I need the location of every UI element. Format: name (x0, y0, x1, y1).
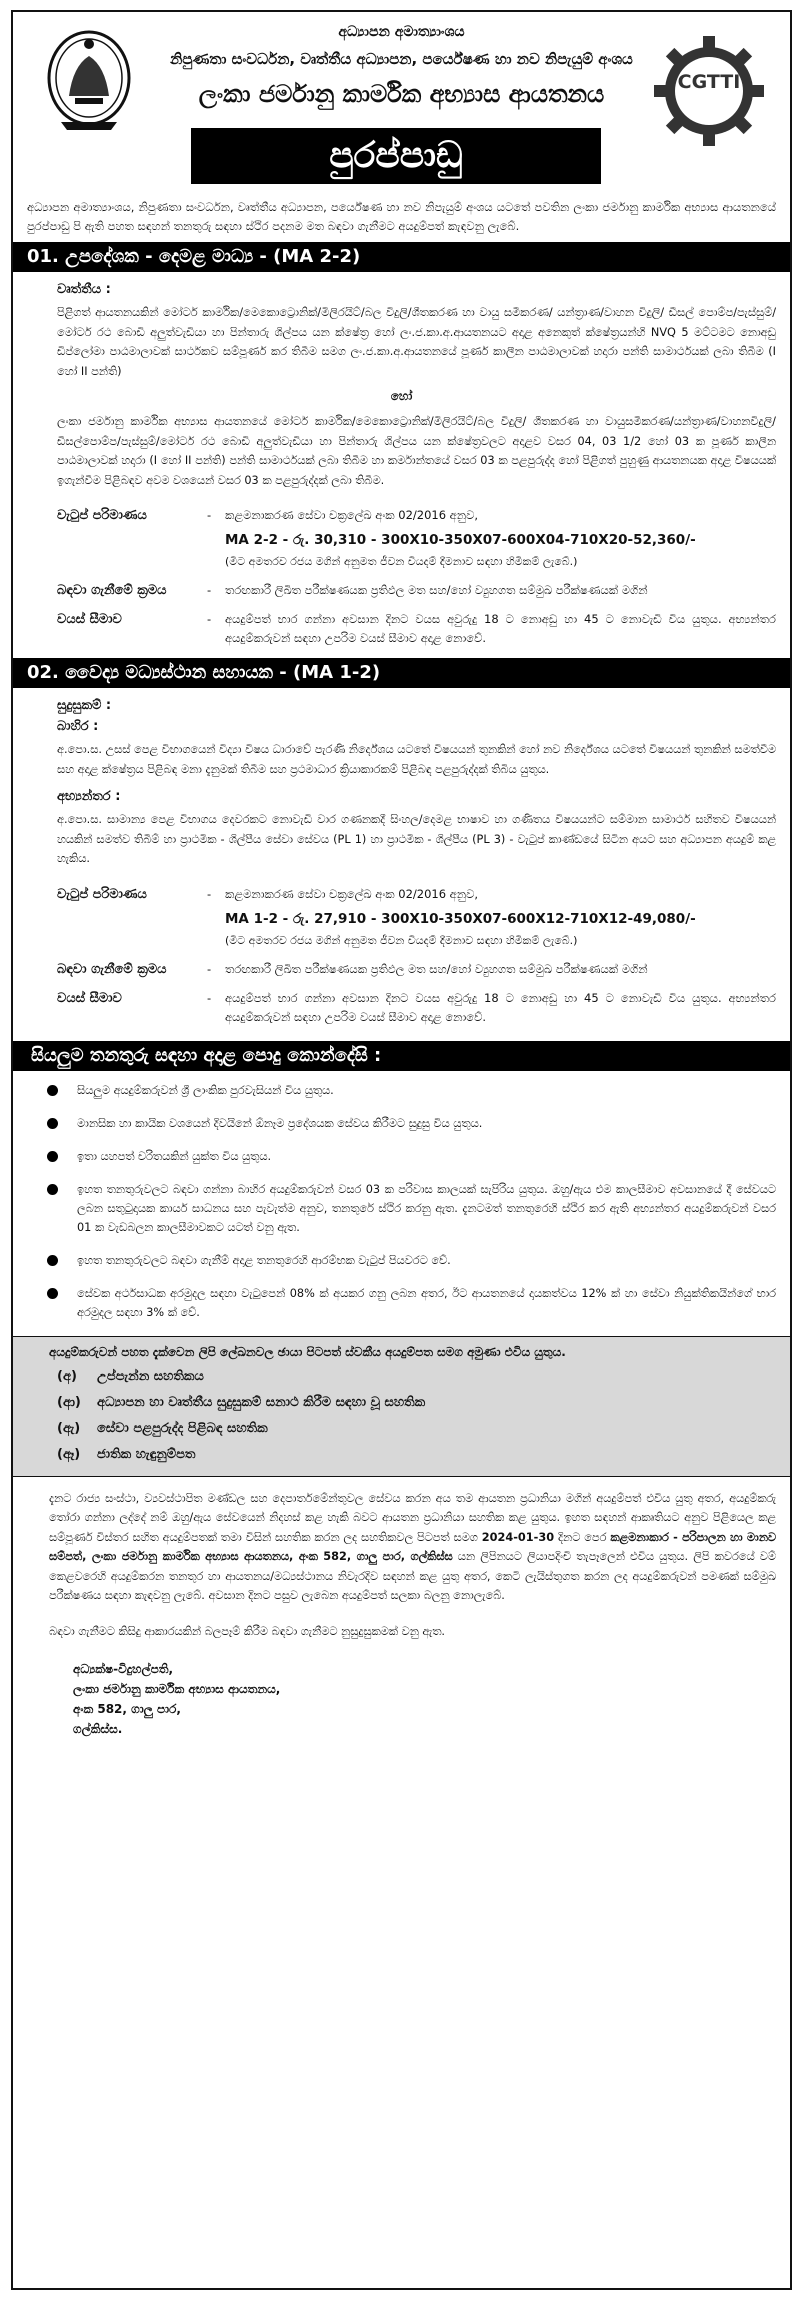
age-text: අයදුම්පත් භාර ගන්නා අවසාන දිනට වයස අවුරුදු 18 ට නොඅඩු හා 45 ට නොවැඩි විය යුතුය. අභ්‍යන්තර අයදුම්කරුවන් සඳහා උපරිම වයස් සීමාව අදාළ නොවේ. (225, 612, 776, 645)
recruit-text: තරඟකාරී ලිඛිත පරීක්ෂණයක ප්‍රතිඵල මත සහ/හෝ ව්‍යුහගත සම්මුඛ පරීක්ෂණයක් මගින් (225, 961, 648, 976)
documents-title: අයදුම්කරුවන් පහත දැක්වෙන ලිපි ලේඛනවල ඡායා පිටපත් ස්වකීය අයදුම්පත සමග අමුණා එවිය යුතුය. (49, 1344, 566, 1359)
header (13, 12, 790, 188)
postal-address: කළමනාකාර - පරිපාලන හා මානව සම්පත්, ලංකා ජර්මානු කාර්මික අභ්‍යාස ආයතනය, අංක 582, ගාලු පාර, ගල්කිස්ස (49, 1530, 776, 1563)
list-item: (අ) උප්පැන්න සහතිකය (57, 1368, 204, 1384)
post-1-age-row: වයස් සීමාව - අයදුම්පත් භාර ගන්නා අවසාන දිනට වයස අවුරුදු 18 ට නොඅඩු හා 45 ට නොවැඩි විය යුතුය. අභ්‍යන්තර අයදුම්කරුවන් සඳහා උපරිම වයස් සීමාව අදාළ නොවේ. (57, 610, 776, 648)
post-2-qual-heading: සුදුසුකම් : (57, 698, 112, 713)
age-label: වයස් සීමාව (57, 612, 122, 627)
recruit-text: තරඟකාරී ලිඛිත පරීක්ෂණයක ප්‍රතිඵල මත සහ/හෝ ව්‍යුහගත සම්මුඛ පරීක්ෂණයක් මගින් (225, 583, 648, 597)
bullet-icon (47, 1255, 58, 1266)
list-item: (ආ) අධ්‍යාපන හා වෘත්තීය සුදුසුකම් සනාථ කිරීම සඳහා වූ සහතික (57, 1394, 426, 1410)
application-instructions: දැනට රාජ්‍ය සංස්ථා, ව්‍යවස්ථාපිත මණ්ඩල සහ දෙපාර්තමේන්තුවල සේවය කරන අය තම ආයතන ප්‍රධානියා මගින් අයදුම්පත් එවිය යුතු අතර, අයදුම්කරු තෝරා ගන්නා ලද්දේ නම් ඔහු/ඇය සේවයෙන් නිදහස් කළ හැකි බවට ආයතන ප්‍රධානියා සහතික කළ යුතුය. ඉහත සඳහන් ආකෘතියට අනුව පිළියෙල කළ සම්පූර්ණ විස්තර සහිත අයදුම්පතක් තමා විසින් සහතික කරන ලද සහතිකවල පිටපත් සමග 2024-01-30 දිනට පෙර කළමනාකාර - පරිපාලන හා මානව සම්පත්, ලංකා ජර්මානු කාර්මික අභ්‍යාස ආයතනය, අංක 582, ගාලු පාර, ගල්කිස්ස යන ලිපිනයට ලියාපදිංචි තැපෑලෙන් එවිය යුතුය. ලිපි කවරයේ වම් කෙළවරෙහි අයදුම්කරන තනතුර හා ආයතනය/මධ්‍යස්ථානය නිවැරදිව සඳහන් කළ යුතු අතර, කෙටි ලැයිස්තුගත කරන ලද අයදුම්කරුවන් පමණක් සම්මුඛ පරීක්ෂණය සඳහා කැඳවනු ලැබේ. අවසාන දිනට පසුව ලැබෙන අයදුම්පත් සලකා බලනු නොලැබේ. (49, 1491, 776, 1602)
institute-name: ලංකා ජර්මානු කාර්මික අභ්‍යාස ආයතනය (198, 80, 605, 108)
required-documents-box (13, 1336, 790, 1477)
list-item: මානසික හා කායික වශයෙන් දිවයිනේ ඕනෑම ප්‍රදේශයක සේවය කිරීමට සුදුසු විය යුතුය. (73, 1114, 776, 1133)
cgtti-logo-icon (650, 32, 768, 150)
post-1-qual-para-1: පිළිගත් ආයතනයකින් මෝටර් කාර්මික/මෙකොට්‍රොනික්/මිලිරයිට්/බල විදුලි/ශීතකරණ හා වායු සමීකරණ/ යන්ත්‍රාණ/වාහන විදුලි/ ඩීසල් පොම්ප/පැස්සුම්/මෝටර් රථ බොඩි අලුත්වැඩියා හා පින්තාරු ශිල්පය යන ක්ෂේත්‍ර හෝ ලං.ජ.කා.අ.ආයතනයට අදාළ අනෙකුත් ක්ෂේත්‍රයන්හි NVQ 5 මට්ටමට නොඅඩු ඩිප්ලෝමා පාඨමාලාවක් සාර්ථකව සම්පූර්ණ කර තිබීම සමග ලං.ජ.කා.අ.ආයතනයේ පූර්ණ කාලීන පාඨමාලාවක් හදාරා පන්ති සාමාර්ථයක් ලබා තිබීම (I හෝ II පන්ති) (57, 306, 776, 378)
list-item: සියලුම අයදුම්කරුවන් ශ්‍රී ලාංකික පුරවැසියන් විය යුතුය. (73, 1081, 776, 1100)
bullet-icon (47, 1118, 58, 1129)
post-2-age-row: වයස් සීමාව - අයදුම්පත් භාර ගන්නා අවසාන දිනට වයස අවුරුදු 18 ට නොඅඩු හා 45 ට නොවැඩි විය යුතුය. අභ්‍යන්තර අයදුම්කරුවන් සඳහා උපරිම වයස් සීමාව අදාළ නොවේ. (57, 989, 776, 1027)
bullet-icon (47, 1184, 58, 1195)
list-item: (ඈ) ජාතික හැඳුනුම්පත (57, 1446, 196, 1462)
age-text: අයදුම්පත් භාර ගන්නා අවසාන දිනට වයස අවුරුදු 18 ට නොඅඩු හා 45 ට නොවැඩි විය යුතුය. අභ්‍යන්තර අයදුම්කරුවන් සඳහා උපරිම වයස් සීමාව අදාළ නොවේ. (225, 990, 776, 1024)
intro-text: අධ්‍යාපන අමාත්‍යාංශය, නිපුණතා සංවර්ධන, වෘත්තීය අධ්‍යාපන, පර්යේෂණ හා නව නිපැයුම් අංශය යටතේ පවතින ලංකා ජර්මානු කාර්මික අභ්‍යාස ආයතනයේ පුරප්පාඩු පි ඇති පහත සඳහන් තනතුරු සඳහා ස්ථිර පදනම මත බඳවා ගැනීමට අයදුම්පත් කැඳවනු ලැබේ. (27, 200, 776, 233)
post-2-external-heading: බාහිර : (57, 719, 99, 734)
canvassing-warning: බඳවා ගැනීමට කිසිදු ආකාරයකින් බලපෑම් කිරීම බඳවා ගැනීමට නුසුදුසුකමක් වනු ඇත. (49, 1624, 445, 1638)
salary-scale: MA 1-2 - රු. 27,910 - 300X10-350X07-600X12-710X12-49,080/- (225, 910, 696, 927)
bullet-icon (47, 1151, 58, 1162)
salary-label: වැටුප් පරිමාණය (57, 508, 147, 523)
salary-scale: MA 2-2 - රු. 30,310 - 300X10-350X07-600X04-710X20-52,360/- (225, 532, 696, 548)
post-2-external-text: අ.පො.ස. උසස් පෙළ විභාගයෙන් විද්‍යා විෂය ධාරාවේ පැරණි නිර්දේශය යටතේ විෂයයන් තුනකින් හෝ නව නිර්දේශය යටතේ විෂයයන් තුනකින් සමත්වීම සහ අදාළ ක්ෂේත්‍රය පිළිබඳ මනා දැනුමක් තිබීම සහ ප්‍රථමාධාර ක්‍රියාකාරකම් පිළිබඳ පළපුරුද්දක් තිබිය යුතුය. (57, 743, 776, 776)
recruit-label: බඳවා ගැනීමේ ක්‍රමය (57, 961, 167, 977)
post-1-recruit-row: බඳවා ගැනීමේ ක්‍රමය - තරඟකාරී ලිඛිත පරීක්ෂණයක ප්‍රතිඵල මත සහ/හෝ ව්‍යුහගත සම්මුඛ පරීක්ෂණයක් මගින් (57, 581, 776, 600)
general-conditions-list (73, 1081, 776, 1322)
division-name: නිපුණතා සංවර්ධන, වෘත්තීය අධ්‍යාපන, පර්යේෂණ හා නව නිපැයුම් අංශය (170, 50, 633, 68)
post-1-qual-para-2: ලංකා ජර්මානු කාර්මික අභ්‍යාස ආයතනයේ මෝටර් කාර්මික/මෙකොට්‍රොනික්/මිලිරයිට්/බල විදුලි/ ශීතකරණ හා වායුසමීකරණ/යන්ත්‍රාණ/වාහනවිදුලි/ඩීසල්පොම්ප/පැස්සුම්/මෝටර් රථ බොඩි අලුත්වැඩියා හා පින්තාරු ශිල්පය යන ක්ෂේත්‍රවලට අදාළව වසර 04, 03 1/2 හෝ 03 ක පූර්ණ කාලීන පාඨමාලාවක් හදාරා (I හෝ II පන්ති) පන්ති සාමාර්ථයක් ලබා තිබීම හා කර්මාන්තයේ වසර 03 ක පළපුරුද්ද හෝ පිළිගත් පුහුණු ආයතනයක අදාළ විෂයයක් ඉගැන්වීම පිළිබඳව අවම වශයෙන් වසර 03 ක පළපුරුද්දක් ලබා තිබීම. (57, 415, 776, 487)
post-1-title: 01. උපදේශක - දෙමළ මාධ්‍ය - (MA 2-2) (13, 242, 790, 272)
post-1-qual-heading: වෘත්තීය : (57, 282, 111, 297)
post-2-salary-row: වැටුප් පරිමාණය - කළමනාකරණ සේවා චක්‍රලේඛ අංක 02/2016 අනුව, MA 1-2 - රු. 27,910 - 300X10-350X07-600X12-710X12-49,080/- (මීට අමතරව රජය මගින් අනුමත ජීවන වියදම් දීමනාව සඳහා හිමිකම් ලැබේ.) (57, 885, 776, 950)
ministry-name: අධ්‍යාපන අමාත්‍යාංශය (338, 24, 465, 40)
salary-circular: කළමනාකරණ සේවා චක්‍රලේඛ අංක 02/2016 අනුව, (225, 886, 479, 901)
list-item: ඉහත තනතුරුවලට බඳවා ගන්නා බාහිර අයදුම්කරුවන් වසර 03 ක පරිවාස කාලයක් සැපිරිය යුතුය. ඔහු/ඇය එම කාලසීමාව අවසානයේ දී සේවයට ලබන සතුටුදායක කාර්ය සාධනය සහ පැවැත්ම අනුව, තනතුරේ ස්ථිර කරනු ඇත. දැනටමත් තනතුරෙහි ස්ථිර කර ඇති අභ්‍යන්තර අයදුම්කරුවන් වසර 01 ක වැඩබලන කාලසීමාවකට යටත් වනු ඇත. (73, 1180, 776, 1237)
general-conditions-title: සියලුම තනතුරු සඳහා අදාළ පොදු කොන්දේසි : (13, 1041, 790, 1071)
list-item: ඉහත තනතුරුවලට බඳවා ගැනීම් අදාළ තනතුරෙහි ආරම්භක වැටුප් පියවරට වේ. (73, 1251, 776, 1270)
list-item: (ඇ) සේවා පළපුරුද්ද පිළිබඳ සහතික (57, 1420, 268, 1436)
deadline-date: 2024-01-30 (481, 1530, 555, 1544)
post-2-internal-heading: අභ්‍යන්තර : (57, 789, 121, 804)
logo-text: CGTTI (677, 71, 741, 93)
bullet-icon (47, 1288, 58, 1299)
salary-note: (මීට අමතරව රජය මගින් අනුමත ජීවන වියදම් දීමනාව සඳහා හිමිකම් ලැබේ.) (225, 555, 578, 568)
list-item: ඉතා යහපත් චරිතයකින් යුක්ත විය යුතුය. (73, 1147, 776, 1166)
recruit-label: බඳවා ගැනීමේ ක්‍රමය (57, 583, 167, 598)
post-1-or: හෝ (390, 389, 413, 403)
salary-circular: කළමනාකරණ සේවා චක්‍රලේඛ අංක 02/2016 අනුව, (225, 508, 479, 522)
signature-block: අධ්‍යක්ෂ-විදුහල්පති, ලංකා ජර්මානු කාර්මික අභ්‍යාස ආයතනය, අංක 582, ගාලු පාර, ගල්කිස්ස. (73, 1661, 281, 1736)
salary-label: වැටුප් පරිමාණය (57, 886, 147, 902)
bullet-icon (47, 1085, 58, 1096)
age-label: වයස් සීමාව (57, 990, 122, 1006)
list-item: සේවක අර්ථසාධක අරමුදල සඳහා වැටුපෙන් 08% ක් අයකර ගනු ලබන අතර, ඊට ආයතනයේ දායකත්වය 12% ක් හා සේවා නියුක්තිකයින්ගේ භාර අරමුදල සඳහා 3% ක් වේ. (73, 1284, 776, 1322)
advertisement-page (11, 10, 792, 2290)
national-emblem-icon (43, 26, 135, 136)
post-2-title: 02. වෛද්‍ය මධ්‍යස්ථාන සහායක - (MA 1-2) (13, 658, 790, 688)
post-2-internal-text: අ.පො.ස. සාමාන්‍ය පෙළ විභාගය දෙවරකට නොවැඩි වාර ගණනකදී සිංහල/දෙමළ භාෂාව හා ගණිතය විෂයයන්ට සම්මාන සාමාර්ථ සහිතව විෂයයන් හයකින් සමත්ව තිබීම් හා ප්‍රාථමික - ශිල්පීය සේවා සේවය (PL 1) හා ප්‍රාථමික - ශිල්පීය (PL 3) - වැටුප් කාණ්ඩයේ සිටින අයට සහ අධ්‍යාපන අයදුම් කළ හැකිය. (57, 813, 776, 865)
salary-note: (මීට අමතරව රජය මගින් අනුමත ජීවන වියදම් දීමනාව සඳහා හිමිකම් ලැබේ.) (225, 933, 578, 947)
vacancies-banner: පුරප්පාඩු (191, 128, 601, 184)
post-1-salary-row: වැටුප් පරිමාණය - කළමනාකරණ සේවා චක්‍රලේඛ අංක 02/2016 අනුව, MA 2-2 - රු. 30,310 - 300X10-350X07-600X04-710X20-52,360/- (මීට අමතරව රජය මගින් අනුමත ජීවන වියදම් දීමනාව සඳහා හිමිකම් ලැබේ.) (57, 506, 776, 571)
post-2-recruit-row: බඳවා ගැනීමේ ක්‍රමය - තරඟකාරී ලිඛිත පරීක්ෂණයක ප්‍රතිඵල මත සහ/හෝ ව්‍යුහගත සම්මුඛ පරීක්ෂණයක් මගින් (57, 960, 776, 979)
